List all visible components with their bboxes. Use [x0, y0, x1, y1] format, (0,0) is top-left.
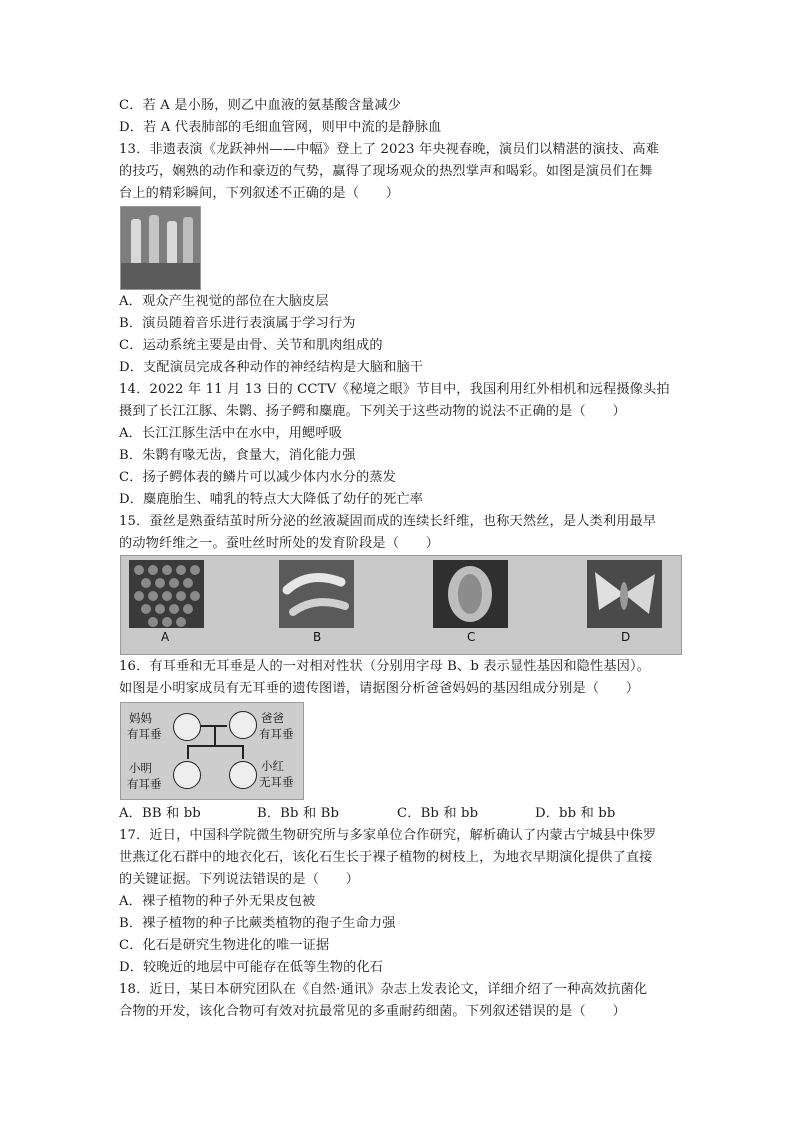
daughter-face-icon [229, 761, 257, 789]
q16-stem-line2: 如图是小明家成员有无耳垂的遗传图谱，请据图分析爸爸妈妈的基因组成分别是（ ） [119, 681, 640, 696]
q17-option-a: A．裸子植物的种子外无果皮包被 [119, 894, 316, 909]
q13-option-b: B．演员随着音乐进行表演属于学习行为 [119, 316, 356, 331]
silkworm-eggs-image [129, 560, 204, 628]
pedigree-dad-label: 爸爸 [261, 711, 284, 725]
q17-option-b: B．裸子植物的种子比蕨类植物的孢子生命力强 [119, 916, 396, 931]
silkworm-larva-image [279, 560, 354, 628]
q12-option-c: C．若 A 是小肠，则乙中血液的氨基酸含量减少 [119, 98, 402, 113]
pedigree-son-label: 小明 [129, 761, 152, 775]
silkworm-stages-figure [120, 555, 682, 655]
son-face-icon [173, 761, 201, 789]
q14-option-d: D．麋鹿胎生、哺乳的特点大大降低了幼仔的死亡率 [119, 492, 424, 507]
q17-stem-line1: 17．近日，中国科学院微生物研究所与多家单位合作研究，解析确认了内蒙古宁城县中侏罗 [119, 828, 657, 843]
pedigree-dad-trait: 有耳垂 [259, 727, 294, 741]
q18-stem-line2: 合物的开发，该化合物可有效对抗最常见的多重耐药细菌。下列叙述错误的是（ ） [119, 1004, 626, 1019]
stage-label-c: C [467, 630, 476, 644]
silk-moth-image [587, 560, 662, 628]
q17-option-d: D．较晚近的地层中可能存在低等生物的化石 [119, 960, 384, 975]
q13-stem-line3: 台上的精彩瞬间，下列叙述不正确的是（ ） [119, 186, 400, 201]
q13-option-a: A．观众产生视觉的部位在大脑皮层 [119, 294, 329, 309]
pedigree-mom-label: 妈妈 [129, 711, 152, 725]
q14-option-c: C．扬子鳄体表的鳞片可以减少体内水分的蒸发 [119, 470, 396, 485]
q16-option-d: D．bb 和 bb [535, 806, 616, 821]
q15-stem-line2: 的动物纤维之一。蚕吐丝时所处的发育阶段是（ ） [119, 536, 440, 551]
q14-stem-line2: 摄到了长江江豚、朱鹮、扬子鳄和麋鹿。下列关于这些动物的说法不正确的是（ ） [119, 404, 626, 419]
q16-stem-line1: 16．有耳垂和无耳垂是人的一对相对性状（分别用字母 B、b 表示显性基因和隐性基因）。 [119, 659, 651, 674]
q16-options [119, 804, 615, 824]
q12-option-d: D．若 A 代表肺部的毛细血管网，则甲中流的是静脉血 [119, 120, 442, 135]
q13-stem-line2: 的技巧，娴熟的动作和豪迈的气势，赢得了现场观众的热烈掌声和喝彩。如图是演员们在舞 [119, 164, 653, 179]
q17-stem-line3: 的关键证据。下列说法错误的是（ ） [119, 872, 360, 887]
mom-face-icon [173, 713, 201, 741]
q13-option-d: D．支配演员完成各种动作的神经结构是大脑和脑干 [119, 360, 424, 375]
stage-label-b: B [313, 630, 322, 644]
q14-stem-line1: 14．2022 年 11 月 13 日的 CCTV《秘境之眼》节目中，我国利用红外相机和远程摄像头拍 [119, 382, 670, 397]
q14-option-b: B．朱鹮有喙无齿，食量大，消化能力强 [119, 448, 356, 463]
stage-label-d: D [621, 630, 631, 644]
pedigree-daughter-trait: 无耳垂 [259, 775, 294, 789]
q18-stem-line1: 18．近日，某日本研究团队在《自然·通讯》杂志上发表论文，详细介绍了一种高效抗菌化 [119, 982, 648, 997]
q16-option-c: C．Bb 和 bb [397, 806, 479, 821]
q13-option-c: C．运动系统主要是由骨、关节和肌肉组成的 [119, 338, 383, 353]
q16-option-a: A．BB 和 bb [119, 806, 201, 821]
q14-option-a: A．长江江豚生活中在水中，用鳃呼吸 [119, 426, 343, 441]
stage-label-a: A [161, 630, 170, 644]
q16-option-b: B．Bb 和 Bb [257, 806, 340, 821]
pedigree-son-trait: 有耳垂 [127, 777, 162, 791]
q15-stem-line1: 15．蚕丝是熟蚕结茧时所分泌的丝液凝固而成的连续长纤维，也称天然丝，是人类利用最早 [119, 514, 657, 529]
pedigree-daughter-label: 小红 [261, 759, 284, 773]
q13-stem-line1: 13．非遗表演《龙跃神州——中幅》登上了 2023 年央视春晚，演员们以精湛的演技、高难 [119, 142, 660, 157]
q17-stem-line2: 世燕辽化石群中的地衣化石，该化石生长于裸子植物的树枝上，为地衣早期演化提供了直接 [119, 850, 653, 865]
q17-option-c: C．化石是研究生物进化的唯一证据 [119, 938, 330, 953]
dad-face-icon [229, 711, 257, 739]
dragon-dance-photo [120, 206, 201, 290]
pedigree-mom-trait: 有耳垂 [127, 727, 162, 741]
silkworm-pupa-image [433, 560, 508, 628]
earlobe-pedigree-figure [120, 702, 304, 800]
